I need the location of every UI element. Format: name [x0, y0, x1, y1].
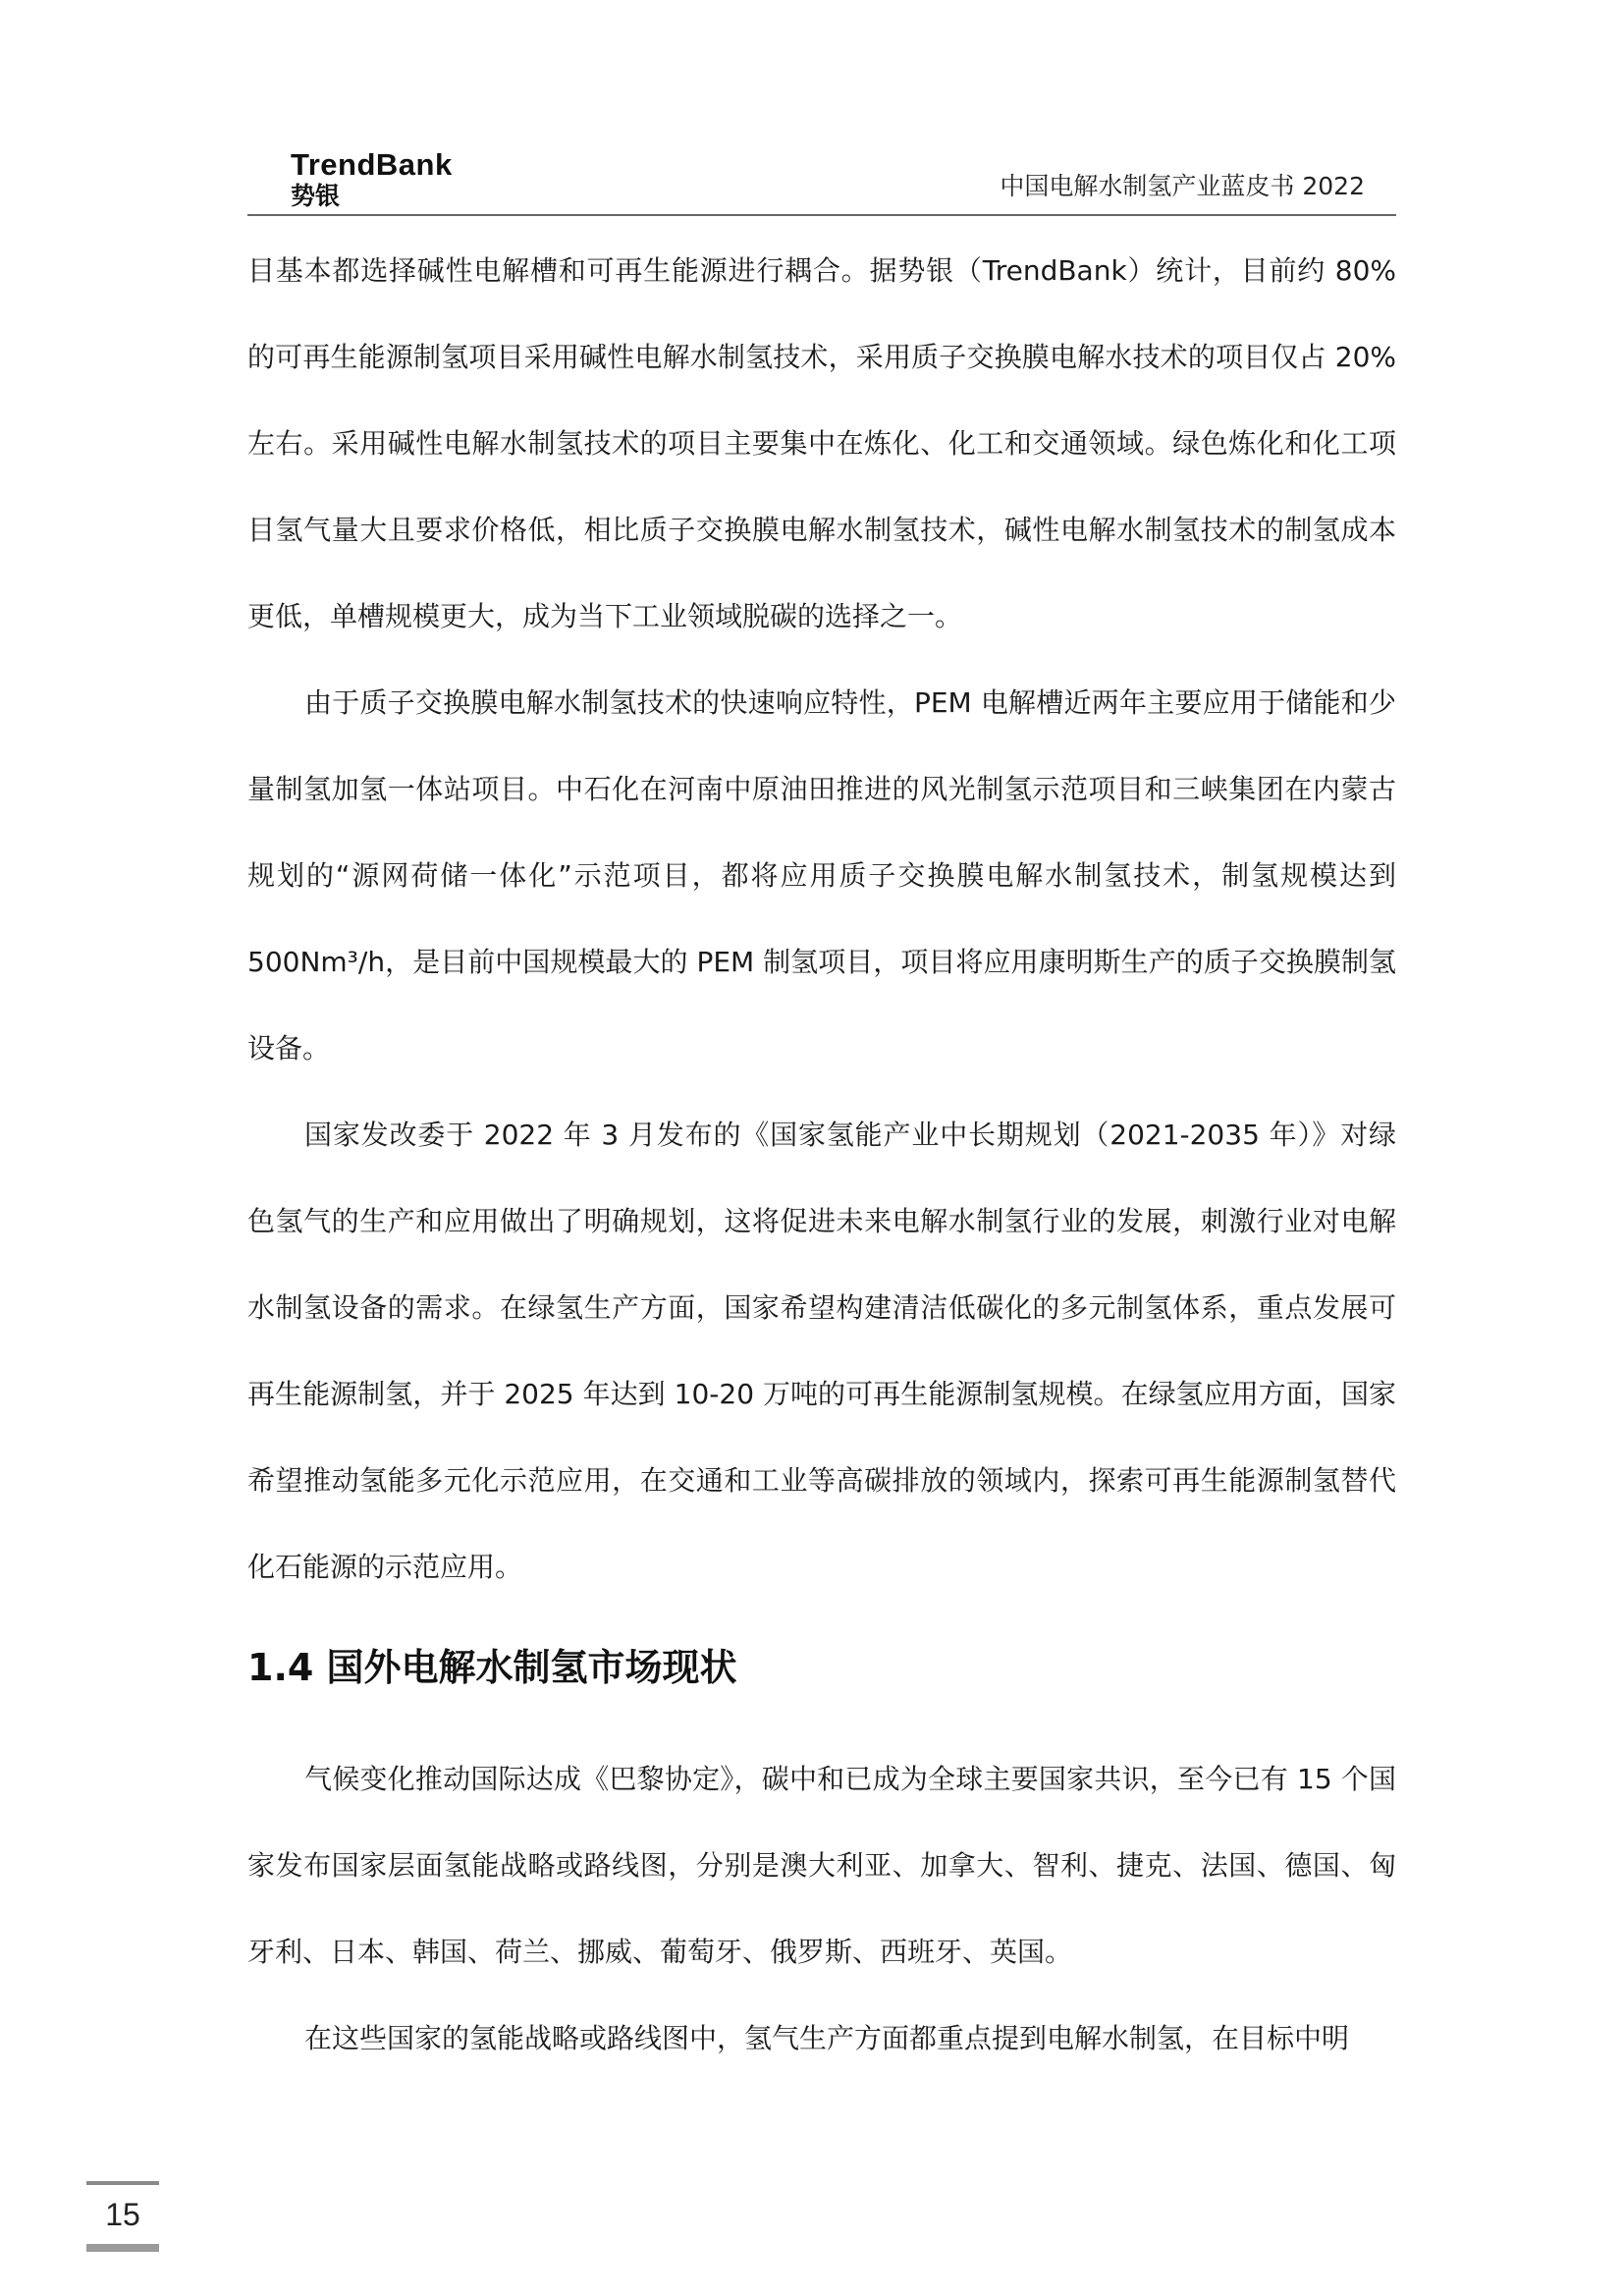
paragraph-2: 由于质子交换膜电解水制氢技术的快速响应特性，PEM 电解槽近两年主要应用于储能和少量制氢加氢一体站项目。中石化在河南中原油田推进的风光制氢示范项目和三峡集团在内蒙古规划的“源网荷储一体化”示范项目，都将应用质子交换膜电解水制氢技术，制氢规模达到 500Nm³/h，是目前中国规模最大的 PEM 制氢项目，项目将应用康明斯生产的质子交换膜制氢设备。 — [247, 686, 1396, 1065]
page-number-bottom-rule — [86, 2244, 159, 2252]
trendbank-logo-chinese: 势银 — [291, 182, 341, 210]
page-footer — [86, 2181, 159, 2252]
section-paragraph-2: 在这些国家的氢能战略或路线图中，氢气生产方面都重点提到电解水制氢，在目标中明 — [304, 2022, 1350, 2054]
page-number: 15 — [105, 2197, 140, 2232]
paragraph-3: 国家发改委于 2022 年 3 月发布的《国家氢能产业中长期规划（2021-2035 年）》对绿色氢气的生产和应用做出了明确规划，这将促进未来电解水制氢行业的发展，刺激行业对电解水制氢设备的需求。在绿氢生产方面，国家希望构建清洁低碳化的多元制氢体系，重点发展可再生能源制氢，并于 2025 年达到 10-20 万吨的可再生能源制氢规模。在绿氢应用方面，国家希望推动氢能多元化示范应用，在交通和工业等高碳排放的领域内，探索可再生能源制氢替代化石能源的示范应用。 — [247, 1119, 1396, 1583]
header-divider — [247, 214, 1396, 216]
document-title: 中国电解水制氢产业蓝皮书 2022 — [1000, 172, 1365, 200]
section-paragraph-1: 气候变化推动国际达成《巴黎协定》，碳中和已成为全球主要国家共识，至今已有 15 个国家发布国家层面氢能战略或路线图，分别是澳大利亚、加拿大、智利、捷克、法国、德国、匈牙利、日本、韩国、荷兰、挪威、葡萄牙、俄罗斯、西班牙、英国。 — [247, 1763, 1396, 1968]
page-header — [247, 147, 1396, 216]
paragraph-1: 目基本都选择碱性电解槽和可再生能源进行耦合。据势银（TrendBank）统计，目前约 80%的可再生能源制氢项目采用碱性电解水制氢技术，采用质子交换膜电解水技术的项目仅占 20%左右。采用碱性电解水制氢技术的项目主要集中在炼化、化工和交通领域。绿色炼化和化工项目氢气量大且要求价格低，相比质子交换膜电解水制氢技术，碱性电解水制氢技术的制氢成本更低，单槽规模更大，成为当下工业领域脱碳的选择之一。 — [247, 254, 1396, 632]
trendbank-logo: TrendBank — [291, 147, 453, 182]
section-heading: 1.4 国外电解水制氢市场现状 — [247, 1646, 737, 1689]
page-body — [247, 228, 1396, 2082]
